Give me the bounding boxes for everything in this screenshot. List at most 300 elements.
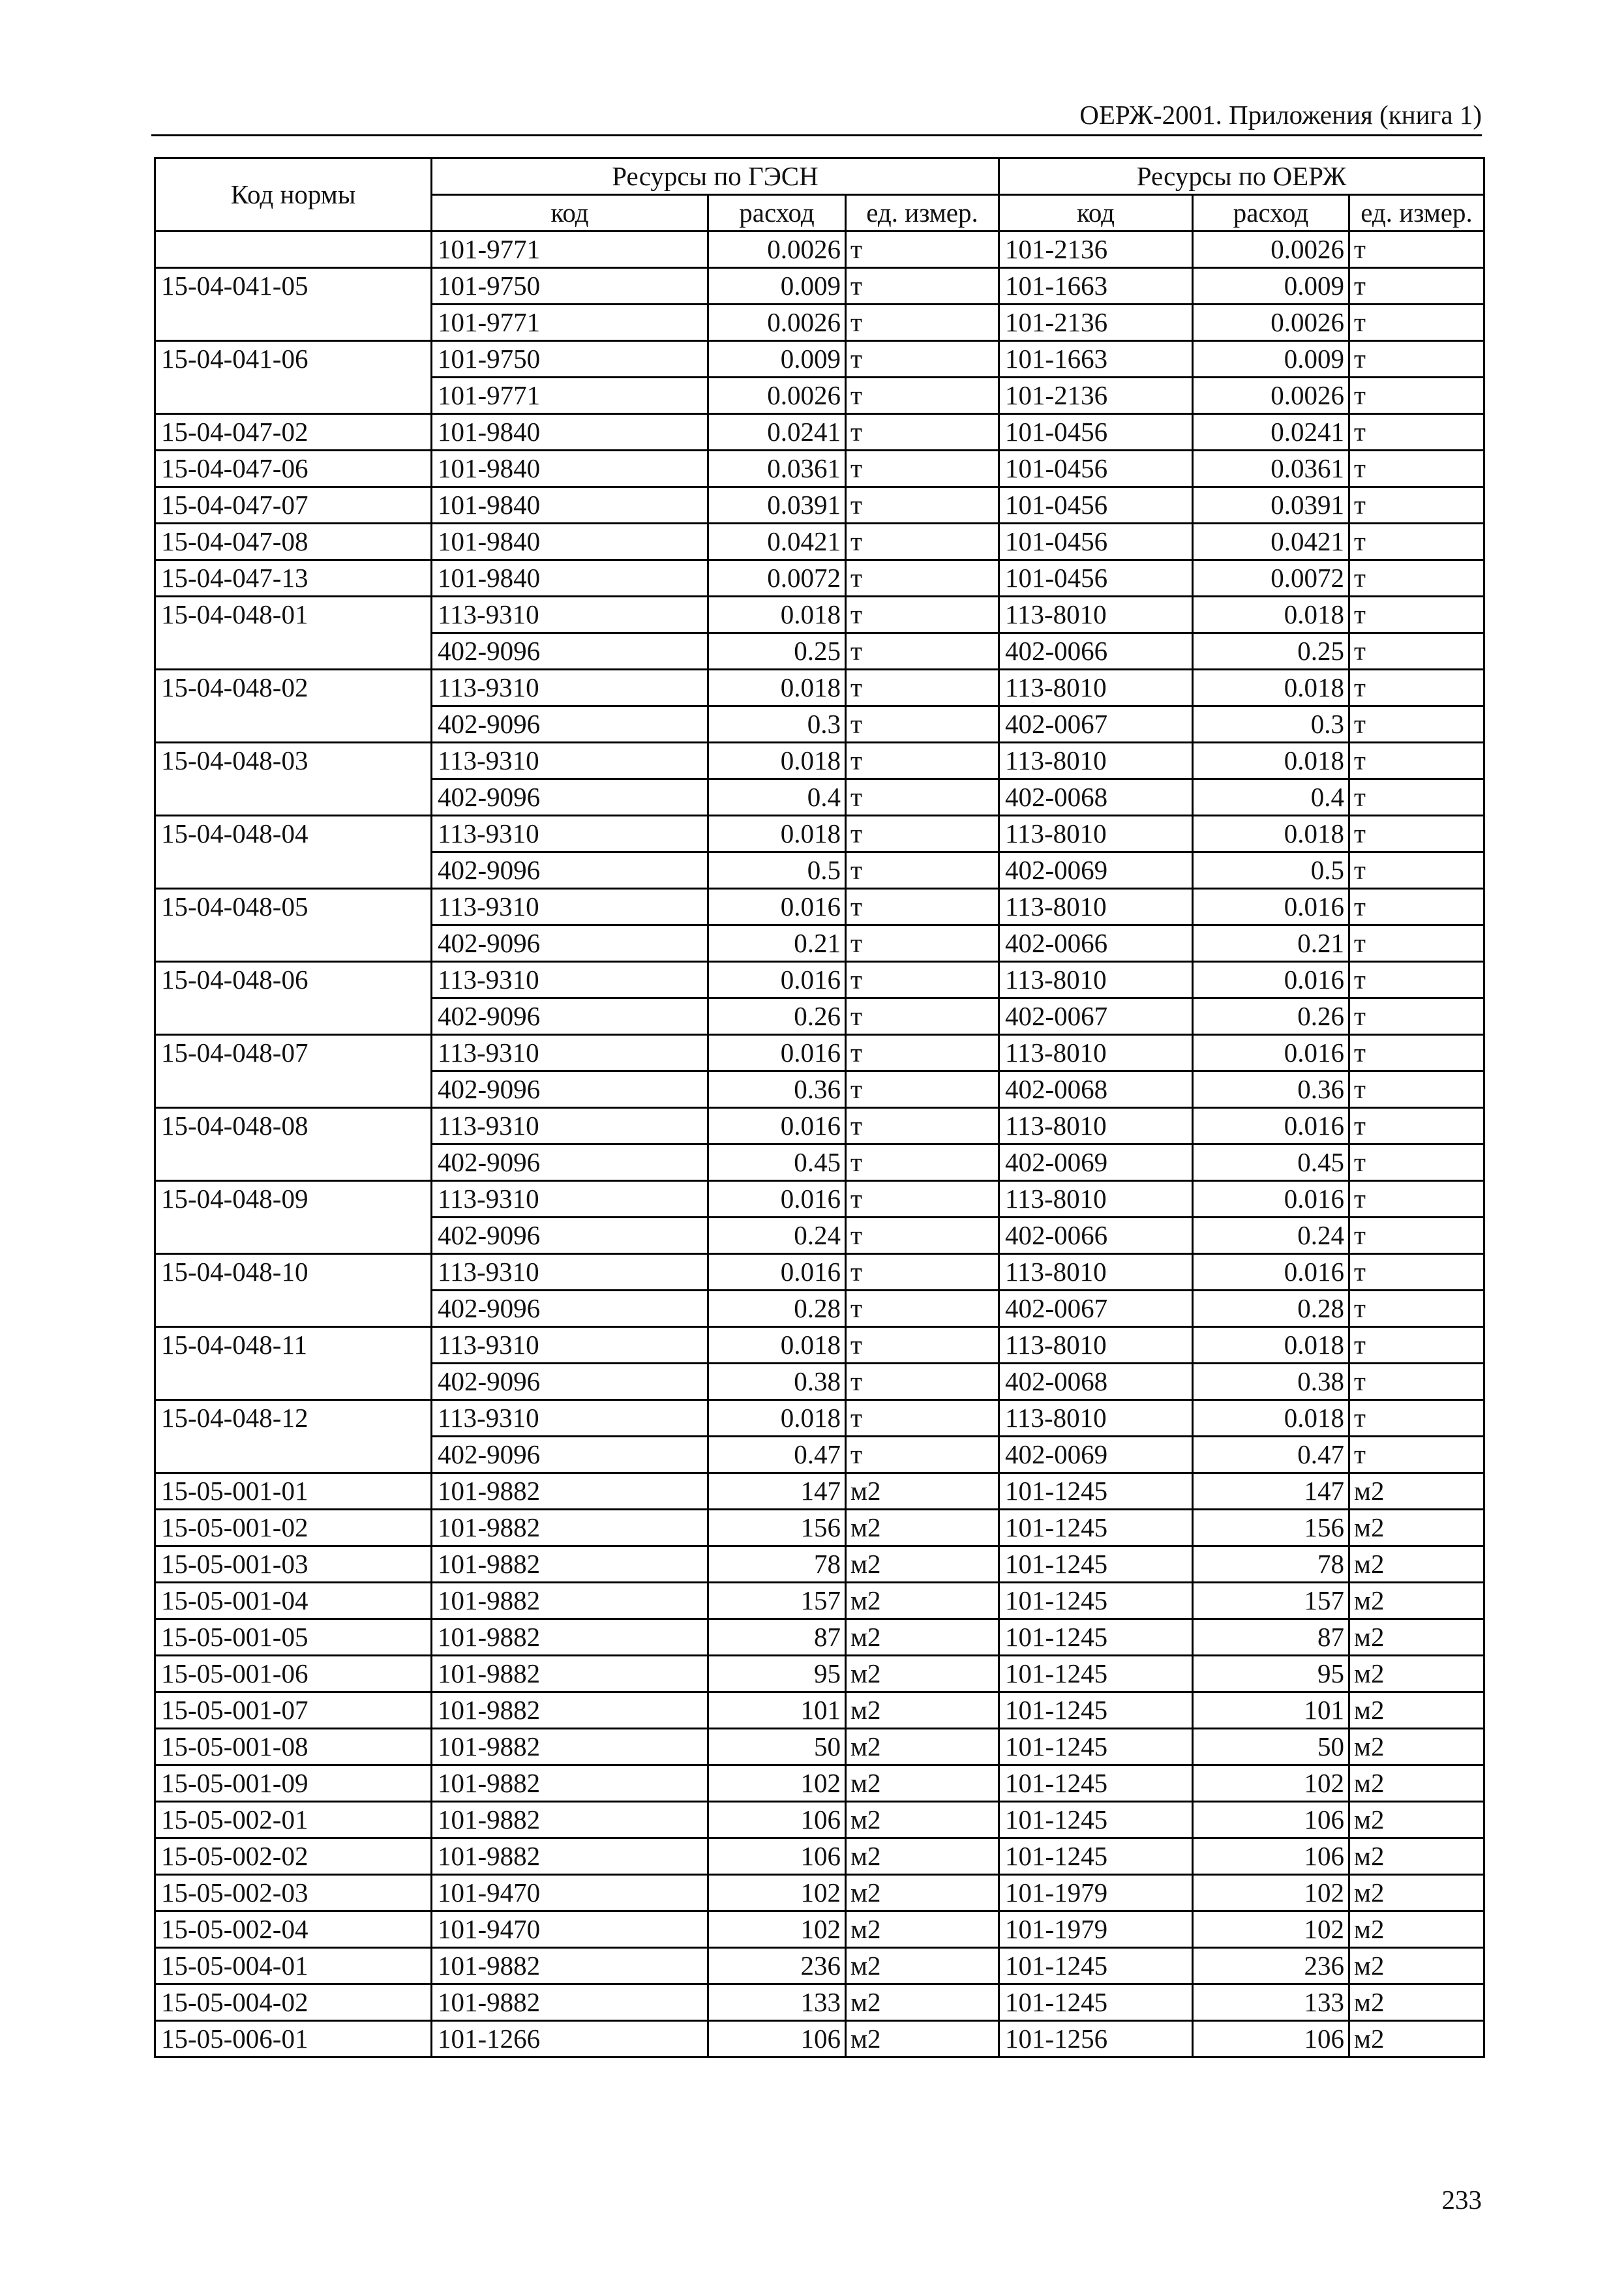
norm-code-cell: 15-05-006-01: [155, 2021, 432, 2057]
gesn-unit-cell: м2: [846, 1802, 999, 1838]
gesn-unit-cell: т: [846, 1108, 999, 1144]
running-header: ОЕРЖ-2001. Приложения (книга 1): [1079, 100, 1482, 130]
gesn-unit-cell: т: [846, 1400, 999, 1437]
col-header-norm-code: Код нормы: [155, 158, 432, 232]
oerzh-usage-cell: 133: [1193, 1984, 1349, 2021]
gesn-usage-cell: 0.016: [708, 1035, 846, 1071]
oerzh-code-cell: 402-0067: [999, 706, 1193, 743]
gesn-code-cell: 402-9096: [432, 779, 708, 816]
gesn-unit-cell: т: [846, 414, 999, 451]
oerzh-usage-cell: 0.018: [1193, 816, 1349, 852]
table-row: [155, 268, 1484, 305]
col-header-oerzh-unit: ед. измер.: [1349, 195, 1484, 232]
gesn-unit-cell: т: [846, 487, 999, 524]
oerzh-code-cell: 101-2136: [999, 232, 1193, 268]
gesn-usage-cell: 0.0072: [708, 560, 846, 597]
gesn-usage-cell: 0.47: [708, 1437, 846, 1473]
col-header-oerzh-code: код: [999, 195, 1193, 232]
oerzh-code-cell: 101-1245: [999, 1619, 1193, 1656]
table-row: [155, 1400, 1484, 1437]
gesn-unit-cell: т: [846, 560, 999, 597]
table-row: [155, 1583, 1484, 1619]
oerzh-code-cell: 101-2136: [999, 305, 1193, 341]
gesn-code-cell: 101-9470: [432, 1875, 708, 1911]
gesn-usage-cell: 0.016: [708, 889, 846, 925]
oerzh-usage-cell: 0.018: [1193, 597, 1349, 633]
gesn-code-cell: 402-9096: [432, 1291, 708, 1327]
oerzh-usage-cell: 0.0421: [1193, 524, 1349, 560]
gesn-code-cell: 113-9310: [432, 1254, 708, 1291]
gesn-unit-cell: т: [846, 1364, 999, 1400]
oerzh-unit-cell: м2: [1349, 1619, 1484, 1656]
gesn-unit-cell: м2: [846, 1729, 999, 1765]
gesn-code-cell: 101-9882: [432, 1546, 708, 1583]
table-row: [155, 1765, 1484, 1802]
gesn-code-cell: 402-9096: [432, 1144, 708, 1181]
oerzh-code-cell: 113-8010: [999, 1108, 1193, 1144]
oerzh-unit-cell: т: [1349, 1364, 1484, 1400]
norm-code-cell: 15-05-001-03: [155, 1546, 432, 1583]
oerzh-usage-cell: 0.009: [1193, 341, 1349, 378]
gesn-usage-cell: 157: [708, 1583, 846, 1619]
gesn-code-cell: 113-9310: [432, 1327, 708, 1364]
oerzh-unit-cell: м2: [1349, 1984, 1484, 2021]
table-row: [155, 1510, 1484, 1546]
norm-code-cell: 15-04-047-02: [155, 414, 432, 451]
oerzh-usage-cell: 50: [1193, 1729, 1349, 1765]
norm-code-cell: 15-04-047-06: [155, 451, 432, 487]
gesn-usage-cell: 0.018: [708, 743, 846, 779]
gesn-code-cell: 101-9882: [432, 1583, 708, 1619]
gesn-usage-cell: 0.26: [708, 998, 846, 1035]
gesn-unit-cell: т: [846, 998, 999, 1035]
gesn-code-cell: 101-9882: [432, 1948, 708, 1984]
table-row: [155, 1692, 1484, 1729]
oerzh-unit-cell: т: [1349, 925, 1484, 962]
table-row: [155, 1802, 1484, 1838]
oerzh-code-cell: 101-0456: [999, 487, 1193, 524]
oerzh-code-cell: 402-0067: [999, 1291, 1193, 1327]
oerzh-usage-cell: 0.38: [1193, 1364, 1349, 1400]
oerzh-code-cell: 402-0069: [999, 1144, 1193, 1181]
gesn-unit-cell: т: [846, 779, 999, 816]
oerzh-code-cell: 101-1245: [999, 1984, 1193, 2021]
norm-code-cell: 15-05-002-03: [155, 1875, 432, 1911]
oerzh-usage-cell: 157: [1193, 1583, 1349, 1619]
gesn-code-cell: 101-9750: [432, 268, 708, 305]
table-row: [155, 889, 1484, 925]
oerzh-unit-cell: м2: [1349, 1729, 1484, 1765]
oerzh-unit-cell: т: [1349, 706, 1484, 743]
gesn-unit-cell: т: [846, 268, 999, 305]
oerzh-usage-cell: 156: [1193, 1510, 1349, 1546]
oerzh-unit-cell: т: [1349, 1144, 1484, 1181]
oerzh-unit-cell: т: [1349, 414, 1484, 451]
oerzh-unit-cell: т: [1349, 341, 1484, 378]
table-row: [155, 451, 1484, 487]
gesn-code-cell: 101-9882: [432, 1765, 708, 1802]
norm-code-cell: 15-05-004-01: [155, 1948, 432, 1984]
oerzh-unit-cell: т: [1349, 232, 1484, 268]
oerzh-unit-cell: т: [1349, 633, 1484, 670]
oerzh-unit-cell: м2: [1349, 1802, 1484, 1838]
gesn-unit-cell: т: [846, 1437, 999, 1473]
oerzh-unit-cell: т: [1349, 816, 1484, 852]
norm-code-cell: 15-04-048-04: [155, 816, 432, 889]
norm-code-cell: 15-04-048-06: [155, 962, 432, 1035]
oerzh-usage-cell: 0.018: [1193, 743, 1349, 779]
oerzh-code-cell: 101-0456: [999, 524, 1193, 560]
norm-code-cell: 15-04-048-12: [155, 1400, 432, 1473]
gesn-usage-cell: 106: [708, 2021, 846, 2057]
gesn-code-cell: 101-9882: [432, 1802, 708, 1838]
table-row: [155, 1254, 1484, 1291]
gesn-code-cell: 101-9840: [432, 414, 708, 451]
gesn-usage-cell: 87: [708, 1619, 846, 1656]
gesn-code-cell: 113-9310: [432, 1181, 708, 1218]
gesn-code-cell: 101-9882: [432, 1838, 708, 1875]
norm-code-cell: 15-05-001-01: [155, 1473, 432, 1510]
oerzh-code-cell: 113-8010: [999, 889, 1193, 925]
oerzh-unit-cell: т: [1349, 560, 1484, 597]
norm-code-cell: 15-05-001-09: [155, 1765, 432, 1802]
gesn-code-cell: 402-9096: [432, 1218, 708, 1254]
gesn-unit-cell: т: [846, 670, 999, 706]
gesn-unit-cell: м2: [846, 1984, 999, 2021]
oerzh-code-cell: 113-8010: [999, 1181, 1193, 1218]
table-row: [155, 2021, 1484, 2057]
norm-code-cell: 15-04-041-06: [155, 341, 432, 414]
oerzh-usage-cell: 0.018: [1193, 1327, 1349, 1364]
table-header: [155, 158, 1484, 232]
table-row: [155, 670, 1484, 706]
oerzh-code-cell: 402-0066: [999, 633, 1193, 670]
oerzh-unit-cell: т: [1349, 1218, 1484, 1254]
gesn-unit-cell: т: [846, 1254, 999, 1291]
table-row: [155, 1729, 1484, 1765]
oerzh-usage-cell: 0.016: [1193, 1035, 1349, 1071]
oerzh-unit-cell: т: [1349, 597, 1484, 633]
gesn-unit-cell: м2: [846, 1656, 999, 1692]
resource-table: [154, 157, 1485, 2058]
table-row: [155, 1619, 1484, 1656]
norm-code-cell: 15-04-041-05: [155, 268, 432, 341]
gesn-usage-cell: 0.0391: [708, 487, 846, 524]
oerzh-code-cell: 113-8010: [999, 816, 1193, 852]
gesn-unit-cell: м2: [846, 1948, 999, 1984]
oerzh-unit-cell: т: [1349, 852, 1484, 889]
oerzh-code-cell: 101-1245: [999, 1802, 1193, 1838]
table-row: [155, 341, 1484, 378]
oerzh-unit-cell: т: [1349, 1254, 1484, 1291]
oerzh-code-cell: 101-1245: [999, 1546, 1193, 1583]
table-row: [155, 743, 1484, 779]
oerzh-code-cell: 101-1245: [999, 1510, 1193, 1546]
oerzh-usage-cell: 87: [1193, 1619, 1349, 1656]
norm-code-cell: 15-04-048-05: [155, 889, 432, 962]
oerzh-unit-cell: т: [1349, 1071, 1484, 1108]
oerzh-code-cell: 402-0068: [999, 1364, 1193, 1400]
oerzh-unit-cell: м2: [1349, 1875, 1484, 1911]
norm-code-cell: 15-05-001-02: [155, 1510, 432, 1546]
oerzh-code-cell: 402-0069: [999, 1437, 1193, 1473]
oerzh-code-cell: 101-1245: [999, 1656, 1193, 1692]
gesn-unit-cell: т: [846, 852, 999, 889]
table-row: [155, 962, 1484, 998]
oerzh-code-cell: 113-8010: [999, 1400, 1193, 1437]
gesn-unit-cell: т: [846, 524, 999, 560]
gesn-usage-cell: 0.24: [708, 1218, 846, 1254]
gesn-usage-cell: 147: [708, 1473, 846, 1510]
gesn-usage-cell: 0.5: [708, 852, 846, 889]
gesn-unit-cell: т: [846, 1071, 999, 1108]
gesn-unit-cell: м2: [846, 1619, 999, 1656]
oerzh-unit-cell: м2: [1349, 1510, 1484, 1546]
oerzh-usage-cell: 0.009: [1193, 268, 1349, 305]
oerzh-code-cell: 402-0066: [999, 925, 1193, 962]
table-row: [155, 487, 1484, 524]
oerzh-unit-cell: м2: [1349, 1765, 1484, 1802]
norm-code-cell: 15-05-001-06: [155, 1656, 432, 1692]
oerzh-code-cell: 101-0456: [999, 414, 1193, 451]
gesn-usage-cell: 0.016: [708, 1108, 846, 1144]
oerzh-unit-cell: т: [1349, 268, 1484, 305]
table-row: [155, 1181, 1484, 1218]
oerzh-unit-cell: м2: [1349, 1473, 1484, 1510]
gesn-unit-cell: т: [846, 962, 999, 998]
gesn-code-cell: 402-9096: [432, 998, 708, 1035]
gesn-usage-cell: 0.009: [708, 268, 846, 305]
table-body: [155, 232, 1484, 2057]
oerzh-usage-cell: 0.3: [1193, 706, 1349, 743]
oerzh-usage-cell: 0.018: [1193, 670, 1349, 706]
gesn-code-cell: 101-1266: [432, 2021, 708, 2057]
oerzh-unit-cell: т: [1349, 998, 1484, 1035]
gesn-unit-cell: т: [846, 743, 999, 779]
gesn-code-cell: 402-9096: [432, 706, 708, 743]
oerzh-usage-cell: 236: [1193, 1948, 1349, 1984]
gesn-code-cell: 101-9771: [432, 305, 708, 341]
gesn-code-cell: 402-9096: [432, 925, 708, 962]
table-row: [155, 1546, 1484, 1583]
gesn-unit-cell: т: [846, 889, 999, 925]
gesn-usage-cell: 0.0026: [708, 378, 846, 414]
oerzh-code-cell: 113-8010: [999, 962, 1193, 998]
gesn-usage-cell: 0.009: [708, 341, 846, 378]
oerzh-usage-cell: 102: [1193, 1765, 1349, 1802]
gesn-code-cell: 113-9310: [432, 962, 708, 998]
col-header-oerzh-usage: расход: [1193, 195, 1349, 232]
col-group-oerzh: Ресурсы по ОЕРЖ: [999, 158, 1484, 195]
col-header-gesn-usage: расход: [708, 195, 846, 232]
gesn-unit-cell: т: [846, 305, 999, 341]
gesn-unit-cell: т: [846, 1144, 999, 1181]
oerzh-code-cell: 101-1979: [999, 1875, 1193, 1911]
oerzh-code-cell: 101-0456: [999, 451, 1193, 487]
gesn-unit-cell: т: [846, 1035, 999, 1071]
oerzh-code-cell: 101-1979: [999, 1911, 1193, 1948]
gesn-unit-cell: т: [846, 706, 999, 743]
gesn-code-cell: 113-9310: [432, 1108, 708, 1144]
gesn-unit-cell: т: [846, 1181, 999, 1218]
oerzh-code-cell: 101-1245: [999, 1729, 1193, 1765]
gesn-usage-cell: 133: [708, 1984, 846, 2021]
gesn-code-cell: 101-9882: [432, 1473, 708, 1510]
norm-code-cell: 15-05-001-05: [155, 1619, 432, 1656]
table-row: [155, 1473, 1484, 1510]
oerzh-usage-cell: 0.016: [1193, 1254, 1349, 1291]
gesn-code-cell: 101-9750: [432, 341, 708, 378]
gesn-code-cell: 113-9310: [432, 1035, 708, 1071]
gesn-code-cell: 113-9310: [432, 1400, 708, 1437]
norm-code-cell: 15-04-048-03: [155, 743, 432, 816]
oerzh-unit-cell: т: [1349, 1437, 1484, 1473]
gesn-usage-cell: 0.018: [708, 1400, 846, 1437]
oerzh-usage-cell: 101: [1193, 1692, 1349, 1729]
oerzh-usage-cell: 0.25: [1193, 633, 1349, 670]
gesn-code-cell: 101-9840: [432, 524, 708, 560]
oerzh-unit-cell: м2: [1349, 1692, 1484, 1729]
oerzh-unit-cell: т: [1349, 1327, 1484, 1364]
gesn-unit-cell: м2: [846, 1765, 999, 1802]
norm-code-cell: [155, 232, 432, 268]
gesn-usage-cell: 0.0241: [708, 414, 846, 451]
oerzh-unit-cell: т: [1349, 743, 1484, 779]
oerzh-usage-cell: 106: [1193, 1802, 1349, 1838]
gesn-unit-cell: т: [846, 633, 999, 670]
oerzh-code-cell: 402-0068: [999, 779, 1193, 816]
oerzh-unit-cell: т: [1349, 1291, 1484, 1327]
gesn-code-cell: 101-9470: [432, 1911, 708, 1948]
gesn-unit-cell: т: [846, 341, 999, 378]
gesn-code-cell: 101-9882: [432, 1510, 708, 1546]
oerzh-usage-cell: 0.21: [1193, 925, 1349, 962]
oerzh-usage-cell: 0.0026: [1193, 378, 1349, 414]
page-number: 233: [1441, 2185, 1482, 2215]
gesn-code-cell: 101-9882: [432, 1656, 708, 1692]
oerzh-code-cell: 402-0066: [999, 1218, 1193, 1254]
gesn-code-cell: 402-9096: [432, 1364, 708, 1400]
col-header-gesn-unit: ед. измер.: [846, 195, 999, 232]
gesn-usage-cell: 0.0026: [708, 232, 846, 268]
gesn-usage-cell: 106: [708, 1802, 846, 1838]
gesn-unit-cell: т: [846, 1291, 999, 1327]
gesn-usage-cell: 102: [708, 1875, 846, 1911]
table-row: [155, 597, 1484, 633]
oerzh-unit-cell: м2: [1349, 1546, 1484, 1583]
gesn-unit-cell: м2: [846, 1875, 999, 1911]
oerzh-code-cell: 101-1245: [999, 1473, 1193, 1510]
oerzh-usage-cell: 0.36: [1193, 1071, 1349, 1108]
table-row: [155, 1875, 1484, 1911]
oerzh-code-cell: 402-0067: [999, 998, 1193, 1035]
gesn-usage-cell: 0.016: [708, 1254, 846, 1291]
oerzh-code-cell: 101-2136: [999, 378, 1193, 414]
gesn-usage-cell: 102: [708, 1911, 846, 1948]
gesn-unit-cell: м2: [846, 1583, 999, 1619]
gesn-code-cell: 101-9882: [432, 1692, 708, 1729]
gesn-code-cell: 101-9882: [432, 1619, 708, 1656]
oerzh-usage-cell: 0.26: [1193, 998, 1349, 1035]
gesn-code-cell: 113-9310: [432, 889, 708, 925]
table-row: [155, 1327, 1484, 1364]
gesn-unit-cell: м2: [846, 1911, 999, 1948]
oerzh-usage-cell: 0.016: [1193, 889, 1349, 925]
oerzh-unit-cell: м2: [1349, 1838, 1484, 1875]
table-row: [155, 560, 1484, 597]
gesn-code-cell: 101-9882: [432, 1984, 708, 2021]
norm-code-cell: 15-05-001-07: [155, 1692, 432, 1729]
norm-code-cell: 15-05-002-02: [155, 1838, 432, 1875]
oerzh-usage-cell: 0.016: [1193, 1108, 1349, 1144]
norm-code-cell: 15-04-047-13: [155, 560, 432, 597]
gesn-code-cell: 402-9096: [432, 633, 708, 670]
gesn-usage-cell: 0.0361: [708, 451, 846, 487]
oerzh-usage-cell: 106: [1193, 2021, 1349, 2057]
oerzh-unit-cell: т: [1349, 524, 1484, 560]
gesn-usage-cell: 0.016: [708, 1181, 846, 1218]
norm-code-cell: 15-04-047-08: [155, 524, 432, 560]
gesn-code-cell: 101-9840: [432, 487, 708, 524]
oerzh-usage-cell: 0.0241: [1193, 414, 1349, 451]
oerzh-usage-cell: 0.45: [1193, 1144, 1349, 1181]
gesn-usage-cell: 0.016: [708, 962, 846, 998]
gesn-code-cell: 101-9771: [432, 378, 708, 414]
norm-code-cell: 15-04-047-07: [155, 487, 432, 524]
oerzh-code-cell: 402-0068: [999, 1071, 1193, 1108]
oerzh-usage-cell: 0.0361: [1193, 451, 1349, 487]
oerzh-code-cell: 113-8010: [999, 1254, 1193, 1291]
gesn-usage-cell: 0.28: [708, 1291, 846, 1327]
table-row: [155, 524, 1484, 560]
gesn-code-cell: 101-9771: [432, 232, 708, 268]
table-row: [155, 414, 1484, 451]
oerzh-usage-cell: 0.0026: [1193, 305, 1349, 341]
oerzh-usage-cell: 0.4: [1193, 779, 1349, 816]
gesn-unit-cell: т: [846, 816, 999, 852]
norm-code-cell: 15-04-048-02: [155, 670, 432, 743]
oerzh-unit-cell: т: [1349, 962, 1484, 998]
gesn-usage-cell: 106: [708, 1838, 846, 1875]
oerzh-unit-cell: т: [1349, 378, 1484, 414]
table-row: [155, 1108, 1484, 1144]
gesn-code-cell: 402-9096: [432, 1437, 708, 1473]
gesn-code-cell: 402-9096: [432, 852, 708, 889]
gesn-unit-cell: т: [846, 597, 999, 633]
oerzh-usage-cell: 0.47: [1193, 1437, 1349, 1473]
gesn-usage-cell: 0.38: [708, 1364, 846, 1400]
gesn-usage-cell: 0.3: [708, 706, 846, 743]
oerzh-code-cell: 101-1663: [999, 341, 1193, 378]
gesn-unit-cell: т: [846, 1327, 999, 1364]
norm-code-cell: 15-05-002-01: [155, 1802, 432, 1838]
col-header-gesn-code: код: [432, 195, 708, 232]
gesn-usage-cell: 0.0421: [708, 524, 846, 560]
oerzh-code-cell: 113-8010: [999, 1035, 1193, 1071]
oerzh-usage-cell: 0.016: [1193, 962, 1349, 998]
oerzh-unit-cell: м2: [1349, 1583, 1484, 1619]
table-row: [155, 1948, 1484, 1984]
oerzh-usage-cell: 147: [1193, 1473, 1349, 1510]
oerzh-code-cell: 402-0069: [999, 852, 1193, 889]
norm-code-cell: 15-05-001-08: [155, 1729, 432, 1765]
gesn-usage-cell: 0.21: [708, 925, 846, 962]
oerzh-usage-cell: 95: [1193, 1656, 1349, 1692]
gesn-usage-cell: 0.018: [708, 670, 846, 706]
oerzh-usage-cell: 0.24: [1193, 1218, 1349, 1254]
oerzh-unit-cell: т: [1349, 487, 1484, 524]
gesn-code-cell: 101-9882: [432, 1729, 708, 1765]
